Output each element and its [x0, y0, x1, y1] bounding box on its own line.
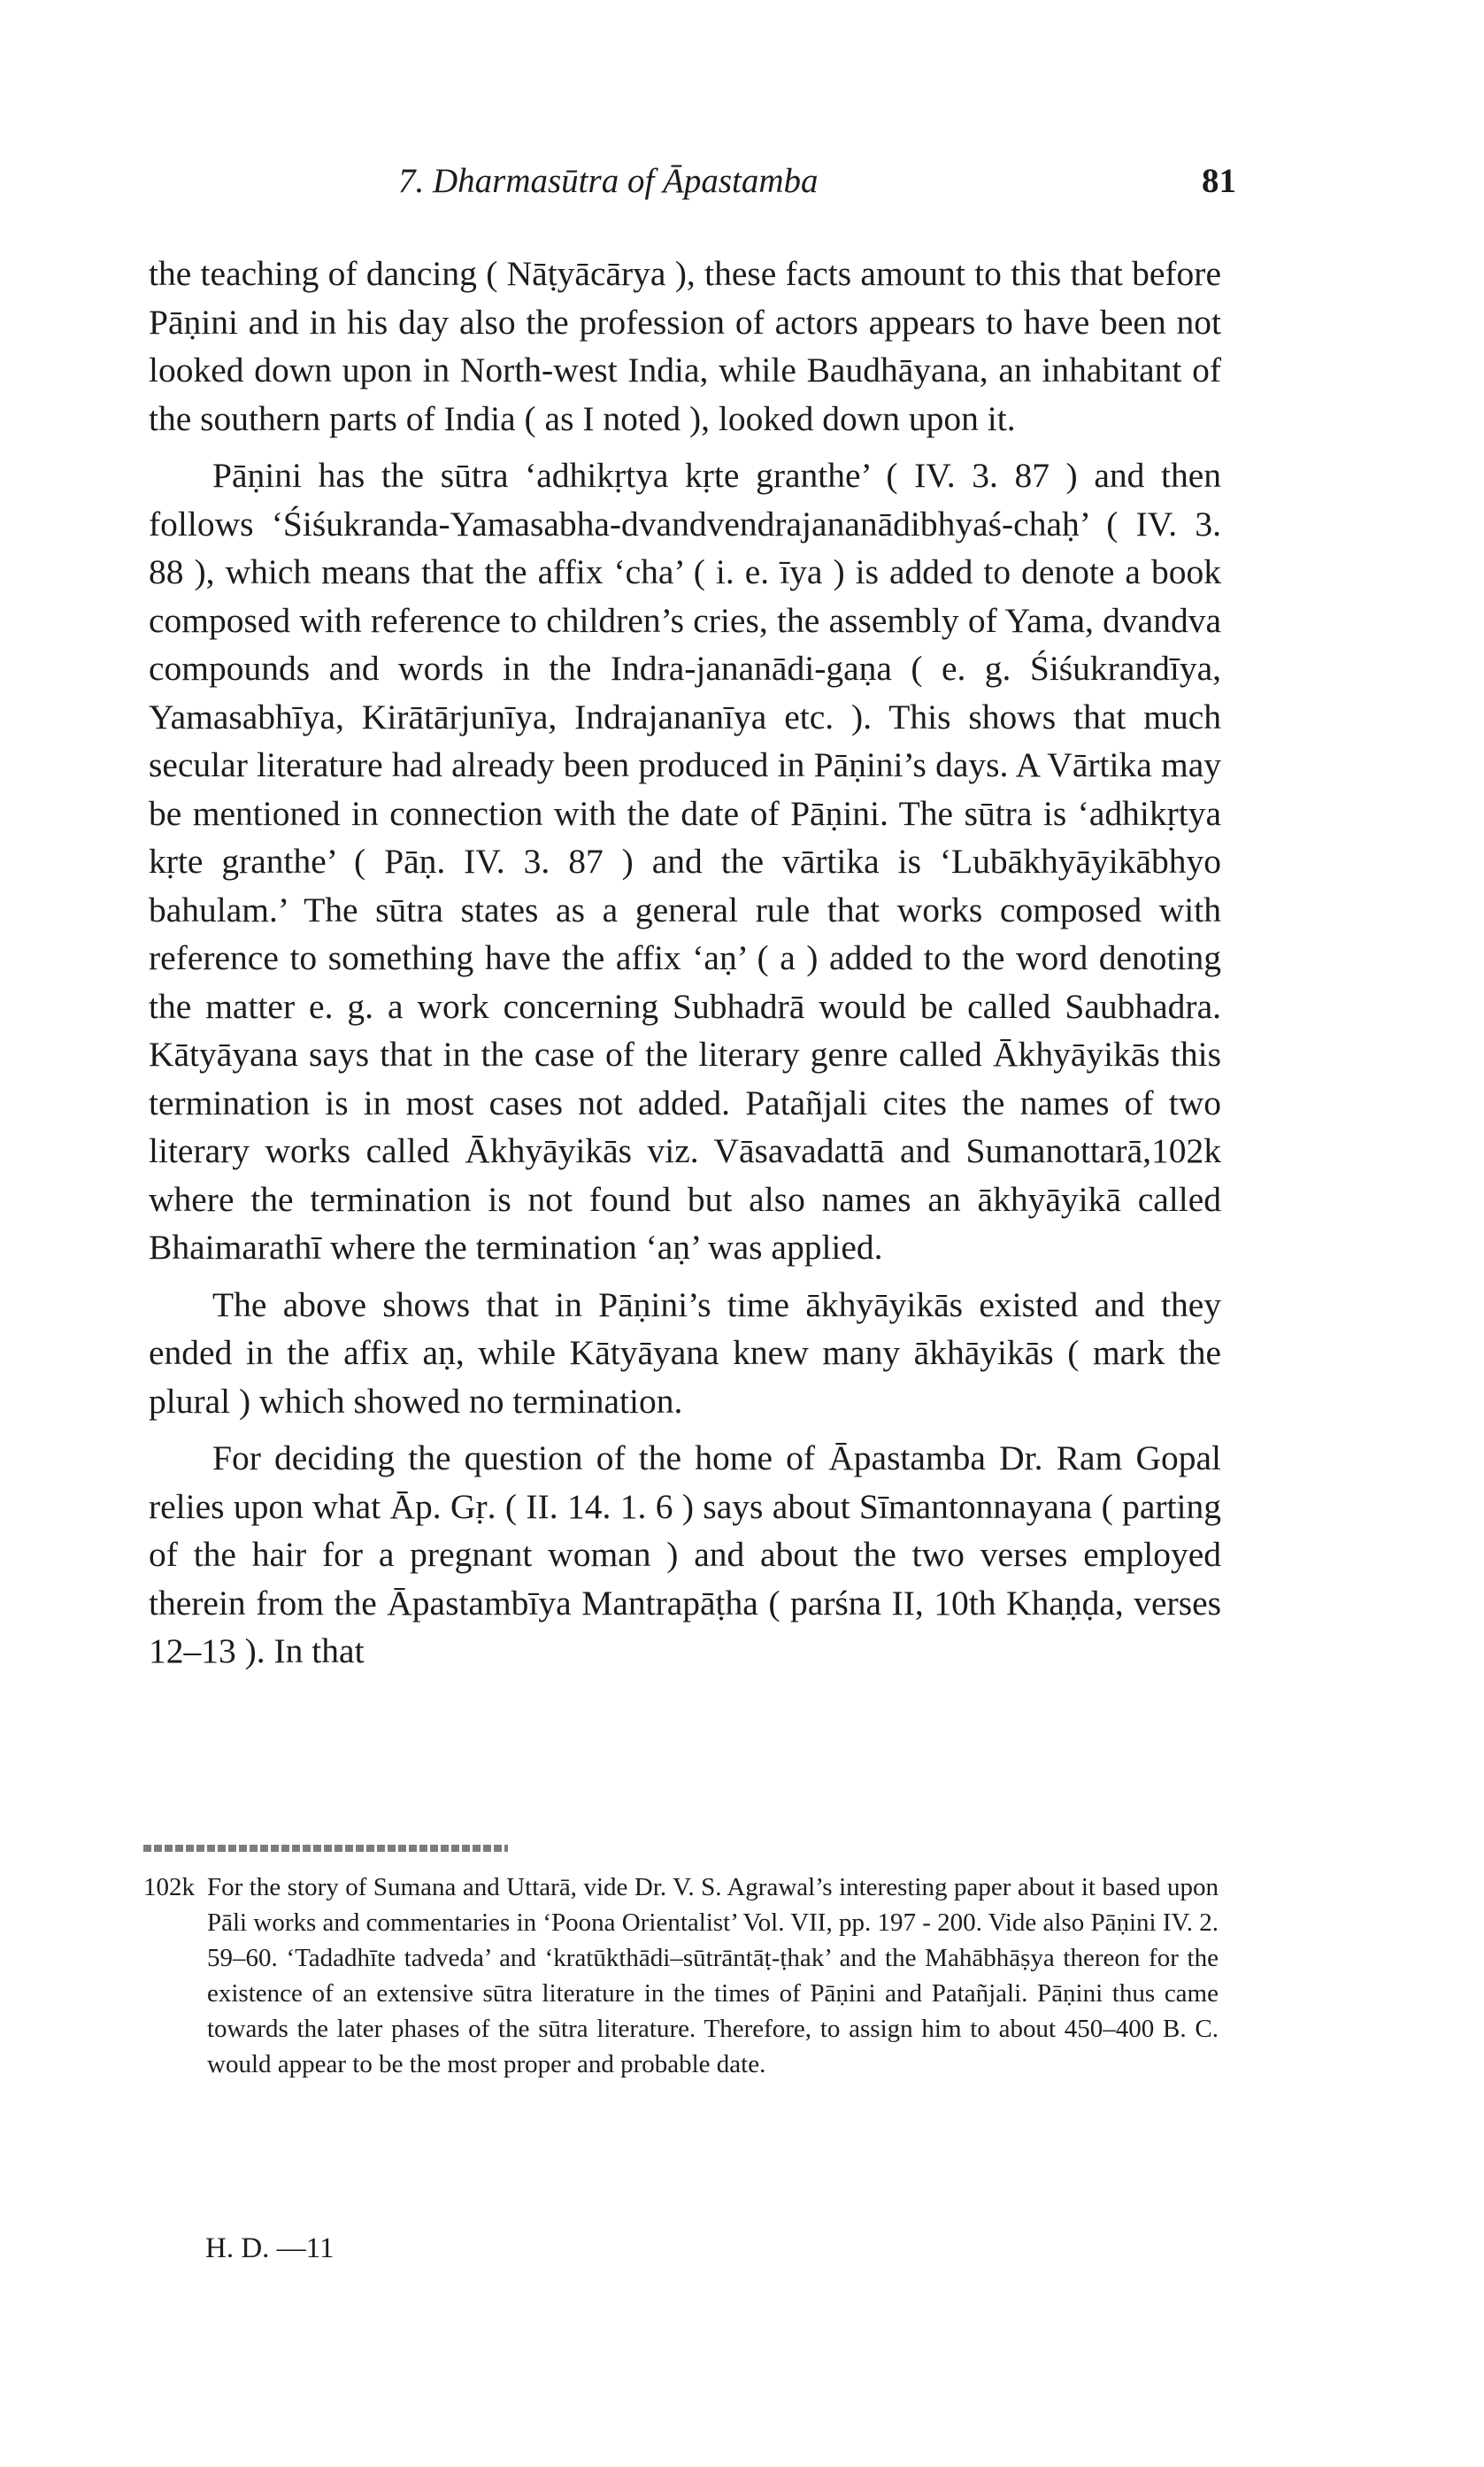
- footnote: [143, 1870, 1219, 2082]
- paragraph-2: Pāṇini has the sūtra ‘adhikṛtya kṛte granthe’ ( IV. 3. 87 ) and then follows ‘Śiśukranda-Yamasabha-dvandvendrajananādibhyaś-chaḥ’ ( IV. 3. 88 ), which means that the affix ‘cha’ ( i. e. īya ) is added to denote a book composed with reference to children’s cries, the assembly of Yama, dvandva compounds and words in the Indra-jananādi-gaṇa ( e. g. Śiśukrandīya, Yamasabhīya, Kirātārjunīya, Indrajananīya etc. ). This shows that much secular literature had already been produced in Pāṇini’s days. A Vārtika may be mentioned in connection with the date of Pāṇini. The sūtra is ‘adhikṛtya kṛte granthe’ ( Pāṇ. IV. 3. 87 ) and the vārtika is ‘Lubākhyāyikābhyo bahulam.’ The sūtra states as a general rule that works composed with reference to something have the affix ‘aṇ’ ( a ) added to the word denoting the matter e. g. a work concerning Subhadrā would be called Saubhadra. Kātyāyana says that in the case of the literary genre called Ākhyāyikās this termination is in most cases not added. Patañjali cites the names of two literary works called Ākhyāyikās viz. Vāsavadattā and Sumanottarā,102k where the termination is not found but also names an ākhyāyikā called Bhaimarathī where the termination ‘aṇ’ was applied.: [149, 456, 1221, 1267]
- footnote-text: For the story of Sumana and Uttarā, vide Dr. V. S. Agrawal’s interesting paper about it based upon Pāli works and commentaries in ‘Poona Orientalist’ Vol. VII, pp. 197 - 200. Vide also Pāṇini IV. 2. 59–60. ‘Tadadhīte tadveda’ and ‘kratūkthādi–sūtrāntāṭ-ṭhak’ and the Mahābhāṣya thereon for the existence of an extensive sūtra literature in the times of Pāṇini and Patañjali. Pāṇini thus came towards the later phases of the sūtra literature. Therefore, to assign him to about 450–400 B. C. would appear to be the most proper and probable date.: [207, 1873, 1219, 2078]
- footnote-divider: [143, 1845, 508, 1852]
- running-header: [142, 161, 1236, 214]
- main-text: [149, 250, 1221, 1676]
- paragraph-4: For deciding the question of the home of Āpastamba Dr. Ram Gopal relies upon what Āp. Gṛ. ( II. 14. 1. 6 ) says about Sīmantonnayana ( parting of the hair for a pregnant woman ) and about the two verses employed therein from the Āpastambīya Mantrapāṭha ( parśna II, 10th Khaṇḍa, verses 12–13 ). In that: [149, 1438, 1221, 1670]
- paragraph-1: the teaching of dancing ( Nāṭyācārya ), these facts amount to this that before Pāṇini and in his day also the profession of actors appears to have been not looked down upon in North-west India, while Baudhāyana, an inhabitant of the southern parts of India ( as I noted ), looked down upon it.: [149, 254, 1221, 438]
- chapter-title: 7. Dharmasūtra of Āpastamba: [398, 162, 819, 200]
- paragraph-3: The above shows that in Pāṇini’s time ākhyāyikās existed and they ended in the affix aṇ, while Kātyāyana knew many ākhāyikās ( mark the plural ) which showed no termination.: [149, 1284, 1221, 1421]
- footnote-label: 102k: [143, 1873, 195, 1901]
- signature-mark: H. D. —11: [205, 2232, 334, 2264]
- page-number: 81: [1202, 162, 1236, 200]
